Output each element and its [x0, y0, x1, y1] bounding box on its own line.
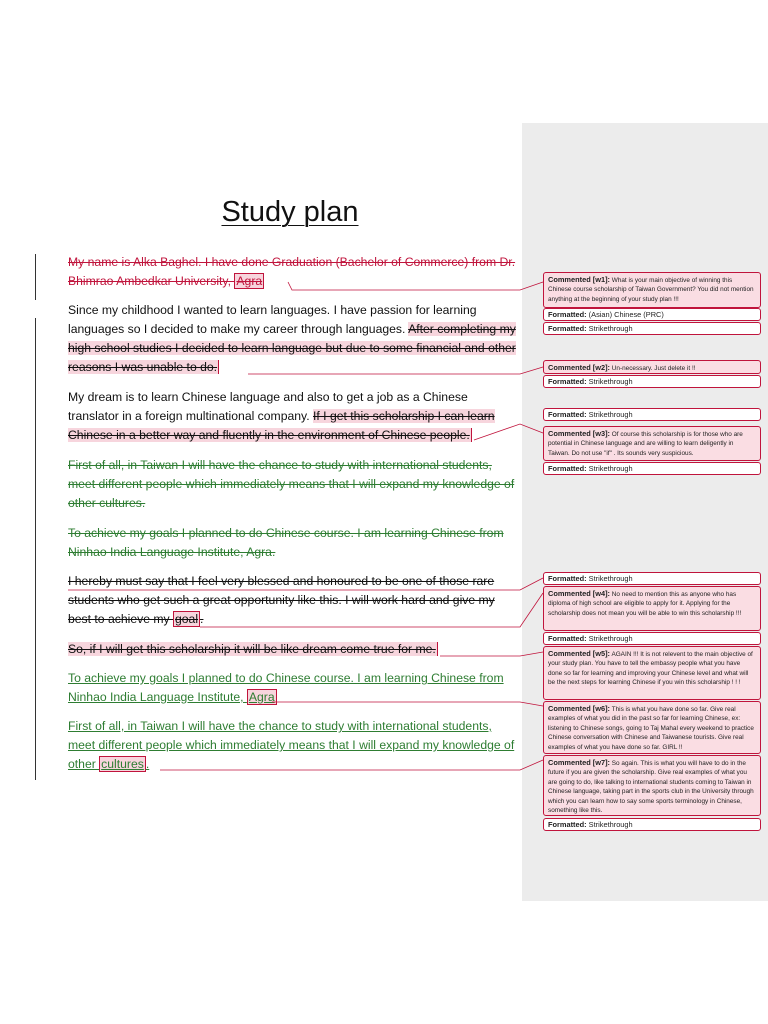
- format-balloon[interactable]: Formatted: Strikethrough: [543, 408, 761, 421]
- moved-from-text: First of all, in Taiwan I will have the chance to study with international students, meet different people which immediately means that I will expand my knowledge of other cultures.: [68, 458, 515, 510]
- format-balloon[interactable]: Formatted: Strikethrough: [543, 572, 761, 585]
- comment-balloon-w4[interactable]: Commented [w4]: No need to mention this as anyone who has diploma of high school are eligible to apply for it. Applying for the scholarship does not mean you will be able to win this scholarship !!!: [543, 586, 761, 631]
- deleted-text[interactable]: So, if I will get this scholarship it will be like dream come true for me.: [68, 642, 436, 656]
- moved-to-text: First of all, in Taiwan I will have the chance to study with international students, meet different people which immediately means that I will expand my knowledge of other: [68, 719, 515, 771]
- body-text: Since my childhood I wanted to learn languages. I have passion for learning languages so I decided to make my career through languages.: [68, 303, 477, 336]
- body-text: My dream is to learn Chinese language and also to get a job as a Chinese translator in a foreign multinational company.: [68, 390, 468, 423]
- comment-balloon-w3[interactable]: Commented [w3]: Of course this scholarship is for those who are potential in Chinese language and are willing to learn deligently in Taiwan. Do not use "if" . Its sounds very suspicious.: [543, 426, 761, 461]
- format-balloon[interactable]: Formatted: Strikethrough: [543, 322, 761, 335]
- comment-balloon-w6[interactable]: Commented [w6]: This is what you have done so far. Give real examples of what you did in the past so far for learning Chinese, ex: listening to Chinese songs, going to Taj Mahal every weekend to practice Chinese conversation with Chinese and Taiwanese tourists. Give real examples of what you have done so far. GIRL !!: [543, 701, 761, 754]
- deleted-text: I hereby must say that I feel very blessed and honoured to be one of those rare students who get such a great opportunity like this. I will work hard and give my best to achieve my: [68, 574, 495, 626]
- comment-balloon-w5[interactable]: Commented [w5]: AGAIN !!! It is not relevent to the main objective of your study plan. You have to tell the embassy people what you have done so far for learning and improving your Chinese level and what will be the next steps for learning Chinese if you win this scholarship ! ! !: [543, 646, 761, 700]
- comment-balloon-w7[interactable]: Commented [w7]: So again. This is what you will have to do in the future if you are given the scholarship. Give real examples of what you are going to do, like talking to international students coming to Taiwan in Chinese language, taking part in the sports club in the University through which you can learn how to say some sports terminology in Chinese, something like this.: [543, 755, 761, 816]
- moved-to-text: To achieve my goals I planned to do Chinese course. I am learning Chinese from Ninhao India Language Institute,: [68, 671, 504, 704]
- comment-anchor[interactable]: goal: [175, 612, 199, 626]
- moved-from-text: To achieve my goals I planned to do Chinese course. I am learning Chinese from Ninhao India Language Institute, Agra.: [68, 526, 504, 559]
- document-title: Study plan: [221, 196, 359, 228]
- format-balloon[interactable]: Formatted: Strikethrough: [543, 462, 761, 475]
- format-balloon[interactable]: Formatted: Strikethrough: [543, 632, 761, 645]
- format-balloon[interactable]: Formatted: (Asian) Chinese (PRC): [543, 308, 761, 321]
- comment-anchor[interactable]: Agra: [236, 274, 263, 288]
- comment-anchor[interactable]: Agra: [248, 690, 275, 704]
- comment-balloon-w1[interactable]: Commented [w1]: What is your main objective of winning this Chinese course scholarship of Taiwan Government? You did not mention anything at the beginning of your study plan !!!: [543, 272, 761, 308]
- deleted-text[interactable]: After completing my high school studies I decided to learn language but due to some financial and other reasons I was unable to do.: [68, 322, 516, 374]
- moved-to-text: .: [145, 757, 150, 771]
- deleted-text: My name is Alka Baghel. I have done Graduation (Bachelor of Commerce) from Dr. Bhimrao Ambedkar University,: [68, 255, 516, 288]
- comment-anchor[interactable]: cultures: [101, 757, 144, 771]
- comment-balloon-w2[interactable]: Commented [w2]: Un-necessary. Just delete it !!: [543, 360, 761, 374]
- deleted-text[interactable]: If I get this scholarship I can learn Chinese in a better way and fluently in the environment of Chinese people.: [68, 409, 495, 442]
- format-balloon[interactable]: Formatted: Strikethrough: [543, 818, 761, 831]
- format-balloon[interactable]: Formatted: Strikethrough: [543, 375, 761, 388]
- deleted-text: .: [200, 612, 204, 626]
